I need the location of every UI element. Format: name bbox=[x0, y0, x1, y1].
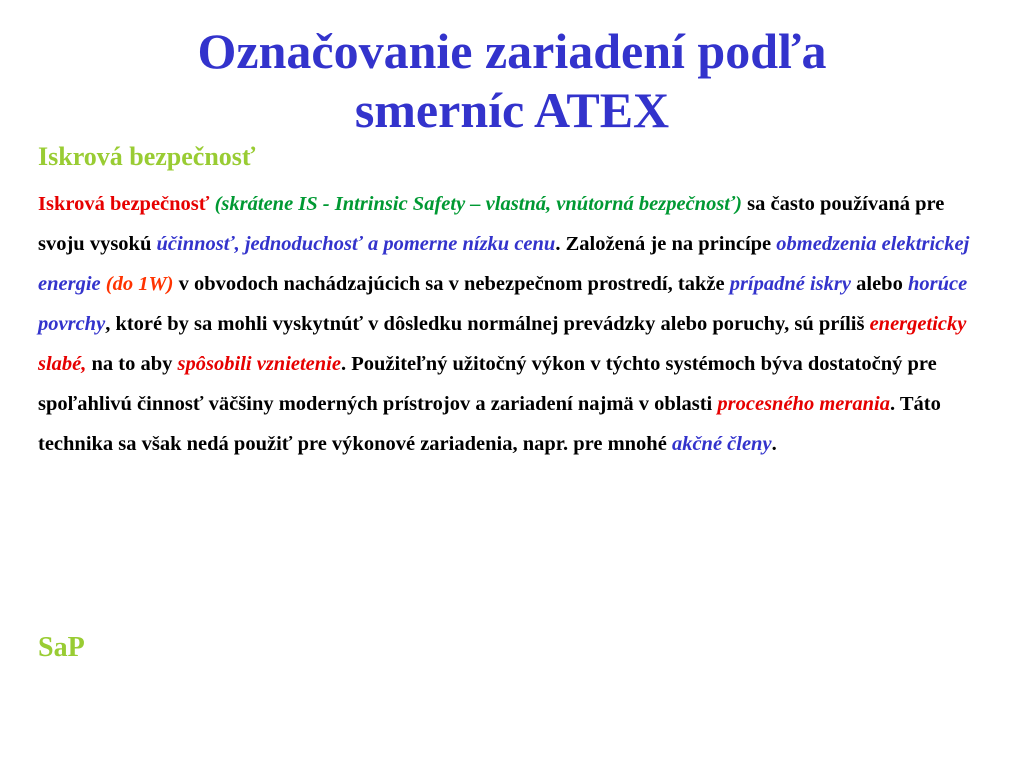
highlight-sparks: prípadné iskry bbox=[729, 273, 851, 295]
term-abbreviation: skrátene IS - Intrinsic Safety – vlastná, vnútorná bezpečnosť) bbox=[221, 193, 743, 215]
highlight-energy-limit: obmedzenia elektrickej energie bbox=[38, 233, 970, 295]
highlight-actuators: akčné členy bbox=[671, 433, 772, 455]
highlight-advantages: účinnosť, jednoduchosť a pomerne nízku cenu bbox=[156, 233, 556, 255]
text-segment: . Táto technika sa však nedá použiť pre výkonové zariadenia, napr. pre mnohé bbox=[38, 393, 941, 455]
text-segment: sa často používaná pre svoju vysokú bbox=[38, 193, 945, 255]
highlight-energetically-weak: energeticky slabé, bbox=[38, 313, 967, 375]
section-heading: Iskrová bezpečnosť bbox=[38, 142, 256, 171]
paren-open: ( bbox=[209, 193, 222, 215]
text-segment: alebo bbox=[851, 273, 908, 295]
text-segment: na to aby bbox=[86, 353, 178, 375]
slide-title-line-1: Označovanie zariadení podľa bbox=[197, 23, 827, 79]
slide-title-line-2: smerníc ATEX bbox=[354, 82, 670, 138]
slide-title bbox=[0, 22, 1024, 140]
text-segment: . bbox=[771, 433, 777, 455]
text-segment: v obvodoch nachádzajúcich sa v nebezpečnom prostredí, takže bbox=[173, 273, 730, 295]
highlight-hot-surfaces: horúce povrchy bbox=[38, 273, 968, 335]
highlight-ignition: spôsobili vznietenie bbox=[177, 353, 341, 375]
highlight-process-measurement: procesného merania bbox=[717, 393, 890, 415]
text-segment: . Založená je na princípe bbox=[555, 233, 777, 255]
footer-label: SaP bbox=[38, 632, 85, 663]
term-intrinsic-safety: Iskrová bezpečnosť bbox=[38, 193, 210, 215]
body-paragraph bbox=[38, 184, 988, 464]
highlight-power-limit: (do 1W) bbox=[105, 273, 174, 295]
text-segment: . Použiteľný užitočný výkon v týchto systémoch býva dostatočný pre spoľahlivú činnosť väčšiny moderných prístrojov a zariadení najmä v oblasti bbox=[38, 353, 937, 415]
text-segment: , ktoré by sa mohli vyskytnúť v dôsledku normálnej prevádzky alebo poruchy, sú príliš bbox=[105, 313, 870, 335]
